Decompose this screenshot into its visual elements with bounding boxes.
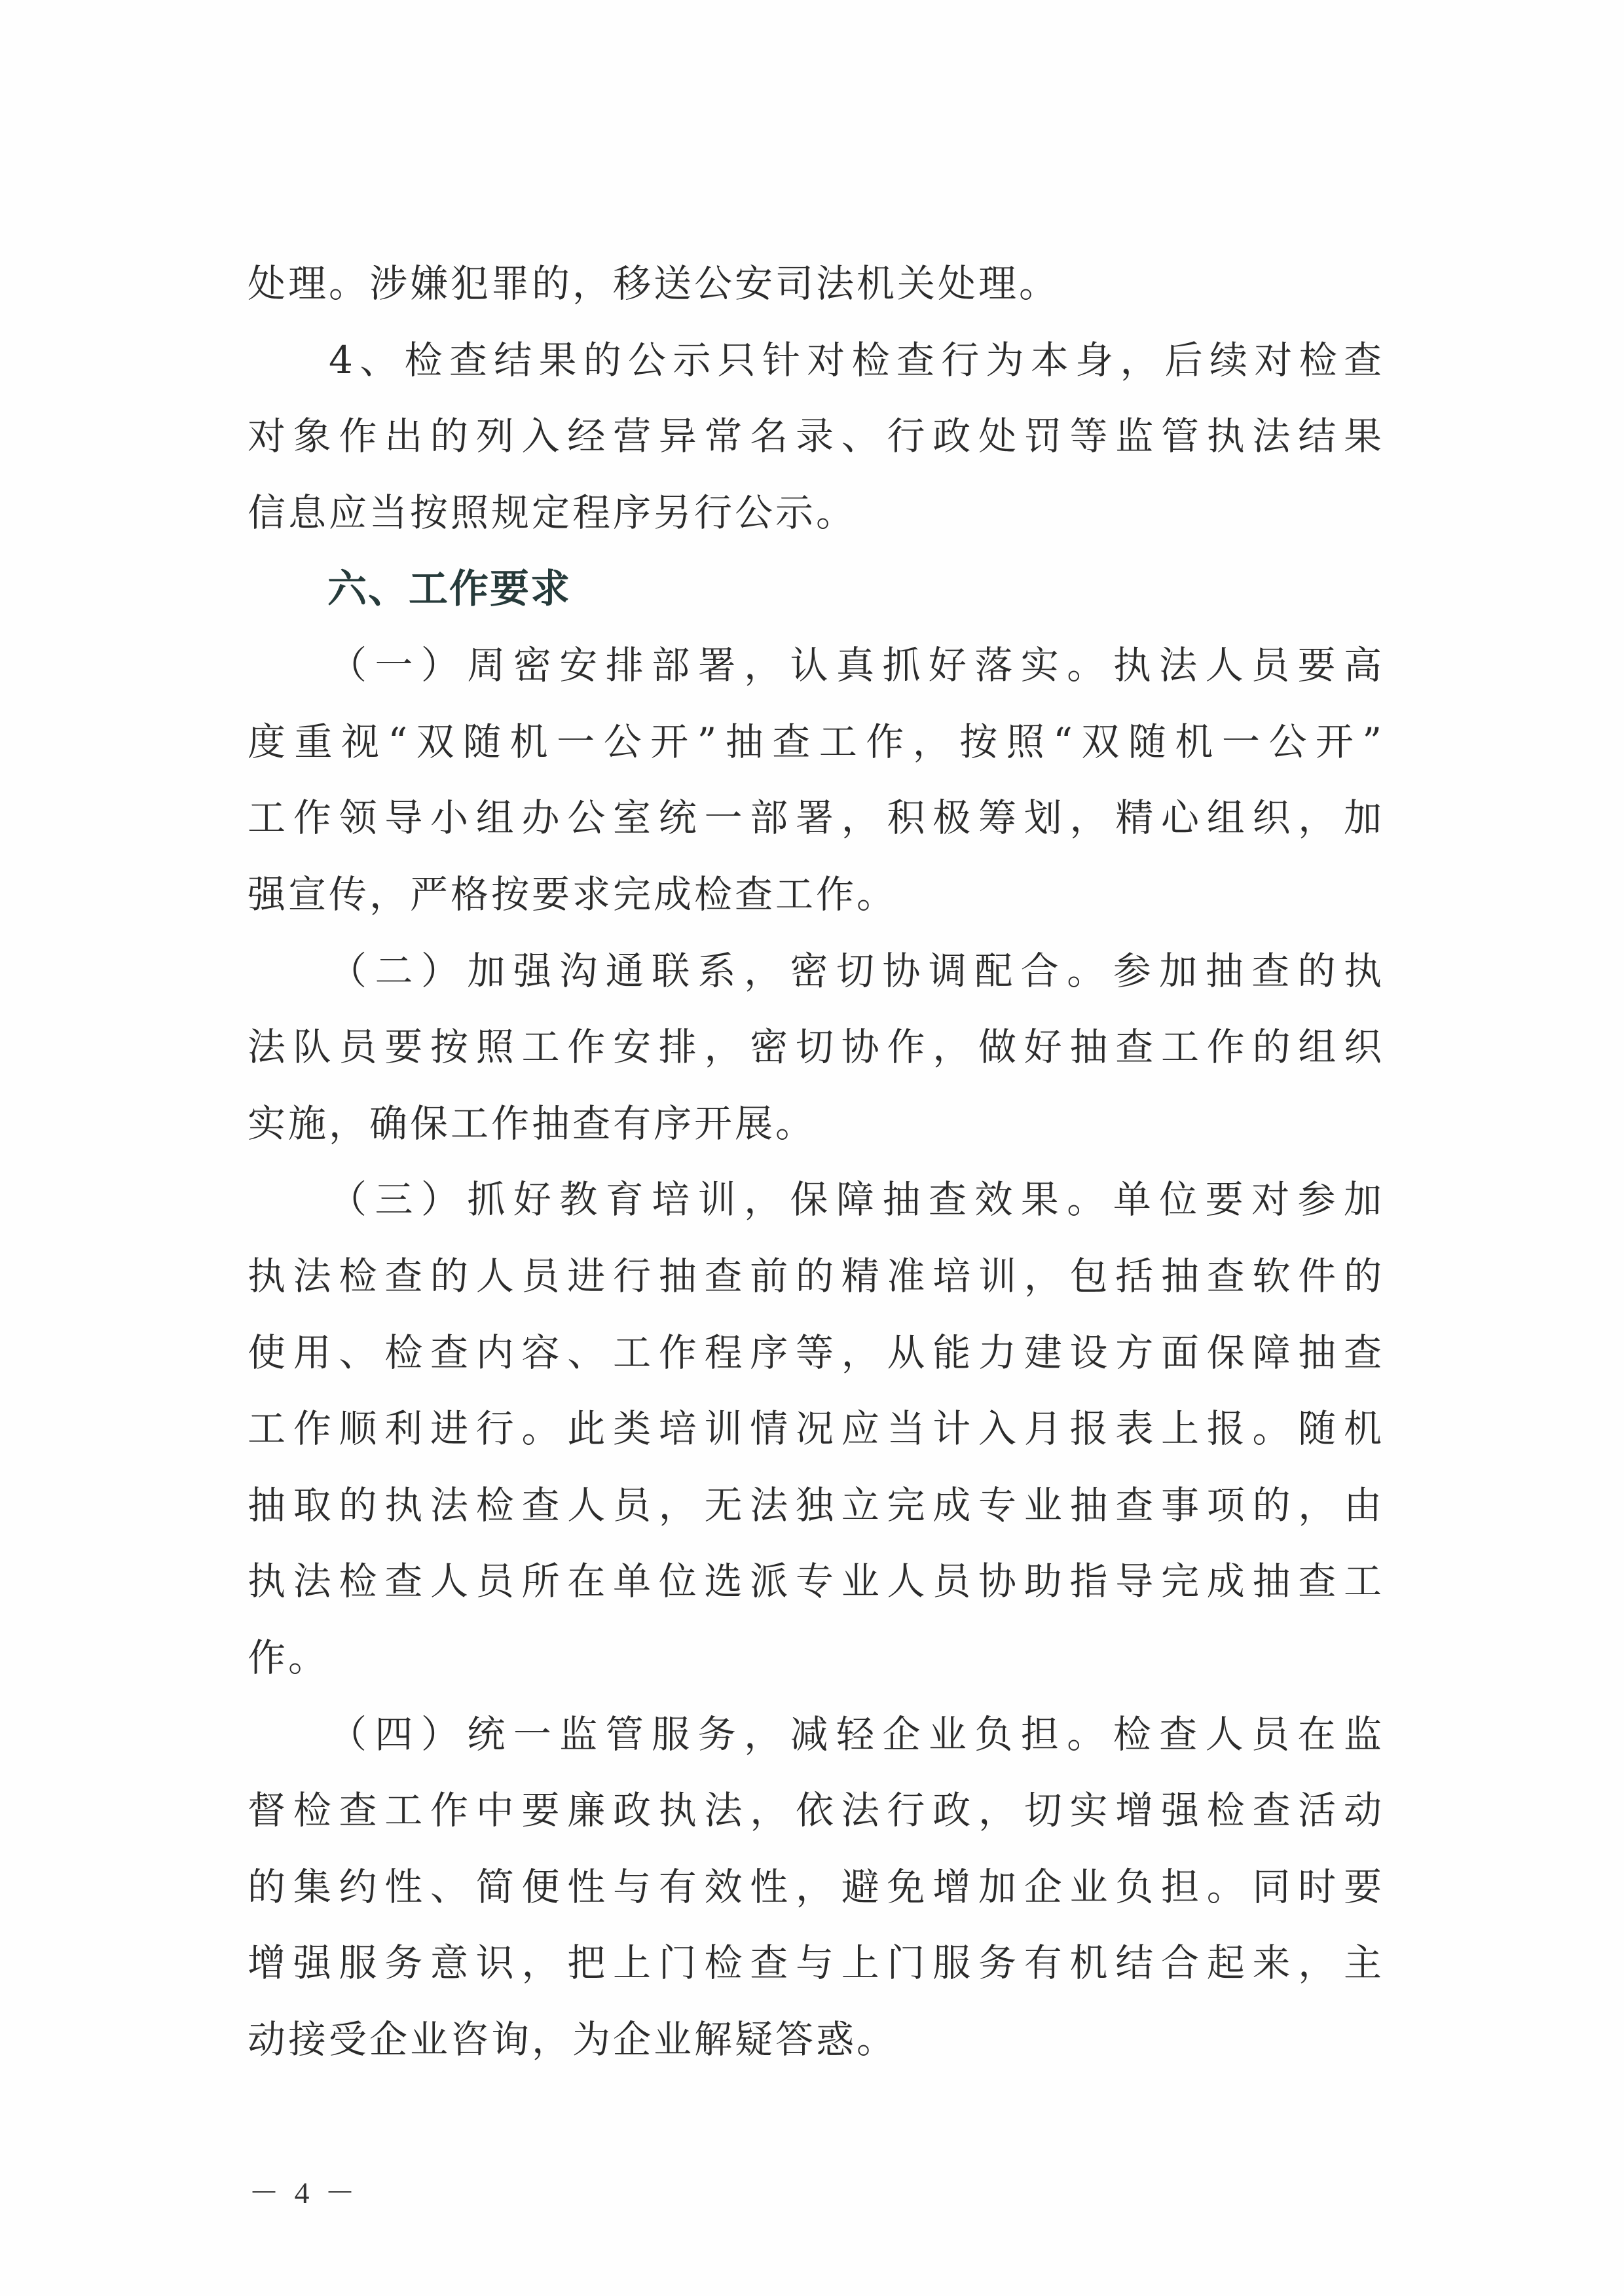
- paragraph-line: 处理。涉嫌犯罪的，移送公安司法机关处理。: [248, 261, 1060, 306]
- paragraph-line: 作。: [248, 1635, 329, 1680]
- paragraph-line: 动接受企业咨询，为企业解疑答惑。: [248, 2017, 898, 2062]
- section-heading: 六、工作要求: [327, 566, 571, 612]
- paragraph-line: 法队员要按照工作安排，密切协作，做好抽查工作的组织: [248, 1025, 1384, 1069]
- paragraph-line: 的集约性、简便性与有效性，避免增加企业负担。同时要: [248, 1865, 1384, 1909]
- paragraph-line: 强宣传，严格按要求完成检查工作。: [248, 872, 898, 917]
- paragraph-4-line: 4、检查结果的公示只针对检查行为本身，后续对检查: [329, 338, 1384, 382]
- page-number: － 4 －: [249, 2176, 359, 2210]
- requirement-3-line: （三）抓好教育培训，保障抽查效果。单位要对参加: [329, 1177, 1384, 1222]
- paragraph-line: 度重视“双随机一公开”抽查工作，按照“双随机一公开”: [248, 720, 1384, 764]
- paragraph-line: 信息应当按照规定程序另行公示。: [248, 490, 857, 535]
- requirement-2-line: （二）加强沟通联系，密切协调配合。参加抽查的执: [329, 949, 1384, 993]
- paragraph-line: 对象作出的列入经营异常名录、行政处罚等监管执法结果: [248, 414, 1384, 458]
- paragraph-line: 督检查工作中要廉政执法，依法行政，切实增强检查活动: [248, 1788, 1384, 1832]
- paragraph-line: 抽取的执法检查人员，无法独立完成专业抽查事项的，由: [248, 1483, 1384, 1527]
- paragraph-line: 实施，确保工作抽查有序开展。: [248, 1101, 817, 1146]
- requirement-4-line: （四）统一监管服务，减轻企业负担。检查人员在监: [329, 1712, 1384, 1757]
- paragraph-line: 工作顺利进行。此类培训情况应当计入月报表上报。随机: [248, 1406, 1384, 1451]
- paragraph-line: 执法检查人员所在单位选派专业人员协助指导完成抽查工: [248, 1559, 1384, 1603]
- paragraph-line: 增强服务意识，把上门检查与上门服务有机结合起来，主: [248, 1941, 1384, 1985]
- paragraph-line: 使用、检查内容、工作程序等，从能力建设方面保障抽查: [248, 1330, 1384, 1375]
- paragraph-line: 工作领导小组办公室统一部署，积极筹划，精心组织，加: [248, 795, 1384, 840]
- paragraph-line: 执法检查的人员进行抽查前的精准培训，包括抽查软件的: [248, 1254, 1384, 1298]
- requirement-1-line: （一）周密安排部署，认真抓好落实。执法人员要高: [329, 643, 1384, 687]
